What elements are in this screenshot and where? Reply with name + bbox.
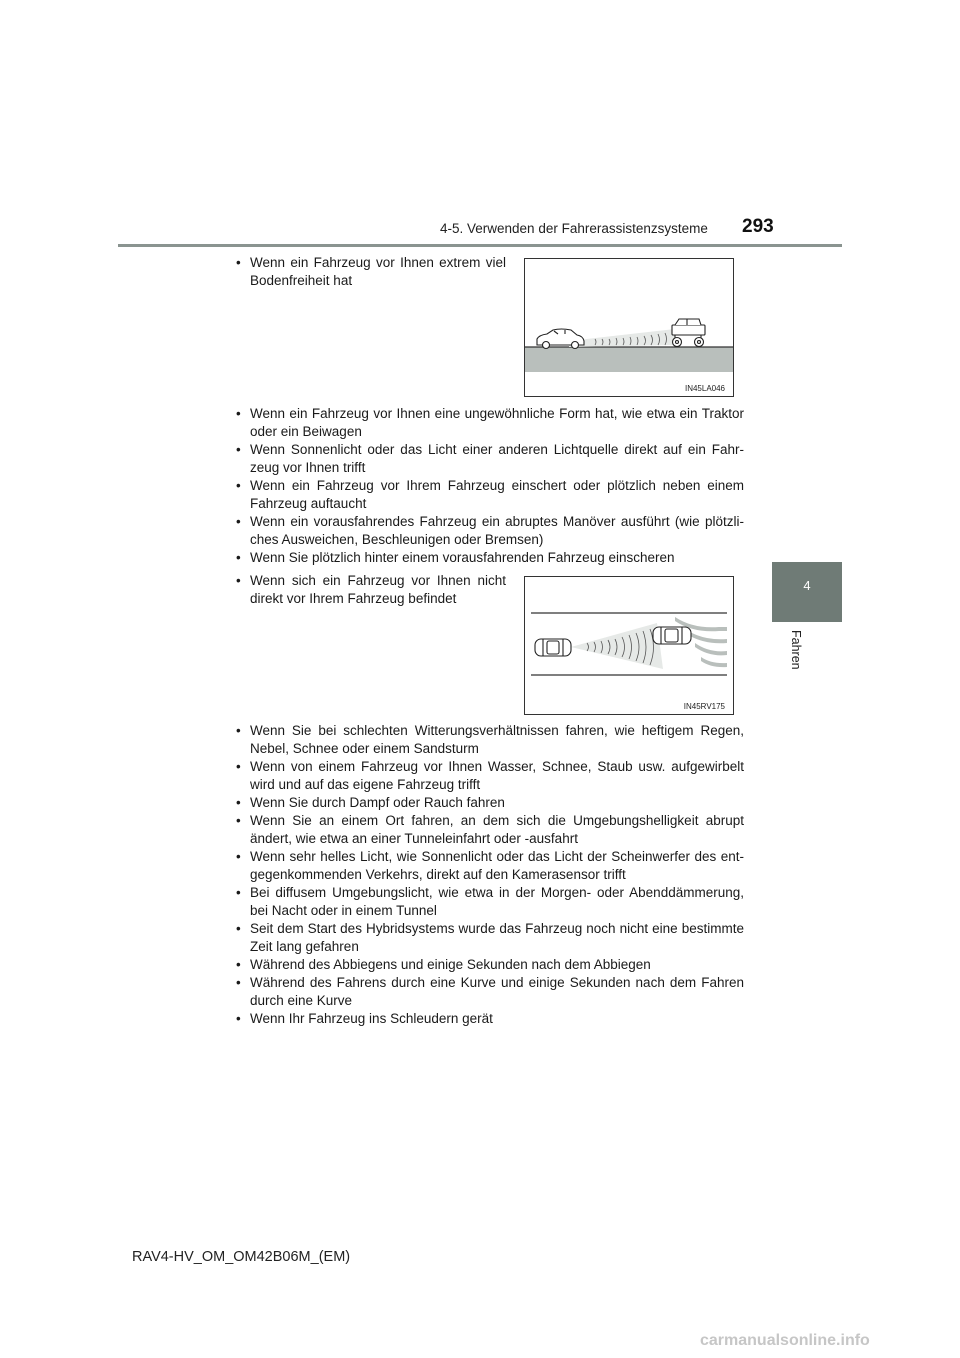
figure-offset-vehicle	[524, 576, 734, 715]
list-item: • Wenn von einem Fahrzeug vor Ihnen Wasser, Schnee, Staub usw. aufgewirbelt wird und auf das eigene Fahrzeug trifft	[234, 758, 744, 794]
list-item: • Wenn Sie bei schlechten Witterungsverhältnissen fahren, wie heftigem Regen, Nebel, Schnee oder einem Sandsturm	[234, 722, 744, 758]
figure-1-illustration	[525, 259, 733, 396]
list-item: • Während des Abbiegens und einige Sekunden nach dem Abbiegen	[234, 956, 744, 974]
bullet-list-4	[234, 722, 744, 1028]
watermark: carmanualsonline.info	[700, 1332, 870, 1349]
list-item: • Wenn Sie durch Dampf oder Rauch fahren	[234, 794, 744, 812]
list-item: • Wenn ein vorausfahrendes Fahrzeug ein abruptes Manöver ausführt (wie plötzli-ches Ausweichen, Beschleunigen oder Bremsen)	[234, 513, 744, 549]
own-car-icon	[537, 329, 584, 349]
chapter-number: 4	[803, 578, 811, 593]
chapter-tab	[772, 562, 842, 622]
list-item: • Wenn ein Fahrzeug vor Ihnen extrem viel Bodenfreiheit hat	[234, 254, 506, 290]
list-item: • Seit dem Start des Hybridsystems wurde das Fahrzeug noch nicht eine bestimmte Zeit lang gefahren	[234, 920, 744, 956]
list-item: • Wenn ein Fahrzeug vor Ihrem Fahrzeug einschert oder plötzlich neben einem Fahrzeug auftaucht	[234, 477, 744, 513]
list-item: • Wenn Ihr Fahrzeug ins Schleudern gerät	[234, 1010, 744, 1028]
list-item: • Wenn sehr helles Licht, wie Sonnenlicht oder das Licht der Scheinwerfer des ent-gegenkommenden Verkehrs, direkt auf den Kamerasensor trifft	[234, 848, 744, 884]
bullet-list-3	[234, 572, 506, 608]
header-divider	[118, 244, 842, 247]
list-item: • Wenn Sonnenlicht oder das Licht einer anderen Lichtquelle direkt auf ein Fahr-zeug vor Ihnen trifft	[234, 441, 744, 477]
list-item: • Wenn sich ein Fahrzeug vor Ihnen nicht direkt vor Ihrem Fahrzeug befindet	[234, 572, 506, 608]
page-number: 293	[742, 216, 774, 237]
figure-code: IN45RV175	[683, 702, 725, 711]
list-item: • Wenn ein Fahrzeug vor Ihnen eine ungewöhnliche Form hat, wie etwa ein Traktor oder ein Beiwagen	[234, 405, 744, 441]
bullet-list-2	[234, 405, 744, 567]
high-clearance-vehicle-icon	[672, 319, 705, 347]
list-item: • Während des Fahrens durch eine Kurve und einige Sekunden nach dem Fahren durch eine Kurve	[234, 974, 744, 1010]
figure-2-illustration	[525, 577, 733, 714]
chapter-label: Fahren	[789, 630, 803, 670]
bullet-list-1	[234, 254, 506, 290]
section-title: 4-5. Verwenden der Fahrerassistenzsysteme	[440, 221, 708, 236]
list-item: • Wenn Sie an einem Ort fahren, an dem sich die Umgebungshelligkeit abrupt ändert, wie etwa an einer Tunneleinfahrt oder -ausfahrt	[234, 812, 744, 848]
road-surface	[525, 347, 733, 372]
own-car-icon	[535, 639, 571, 656]
offset-vehicle-icon	[653, 627, 691, 644]
figure-code: IN45LA046	[684, 384, 725, 393]
figure-high-clearance-vehicle	[524, 258, 734, 397]
list-item: • Bei diffusem Umgebungslicht, wie etwa in der Morgen- oder Abenddämmerung, bei Nacht oder in einem Tunnel	[234, 884, 744, 920]
manual-code: RAV4-HV_OM_OM42B06M_(EM)	[132, 1249, 351, 1265]
list-item: • Wenn Sie plötzlich hinter einem vorausfahrenden Fahrzeug einscheren	[234, 549, 744, 567]
